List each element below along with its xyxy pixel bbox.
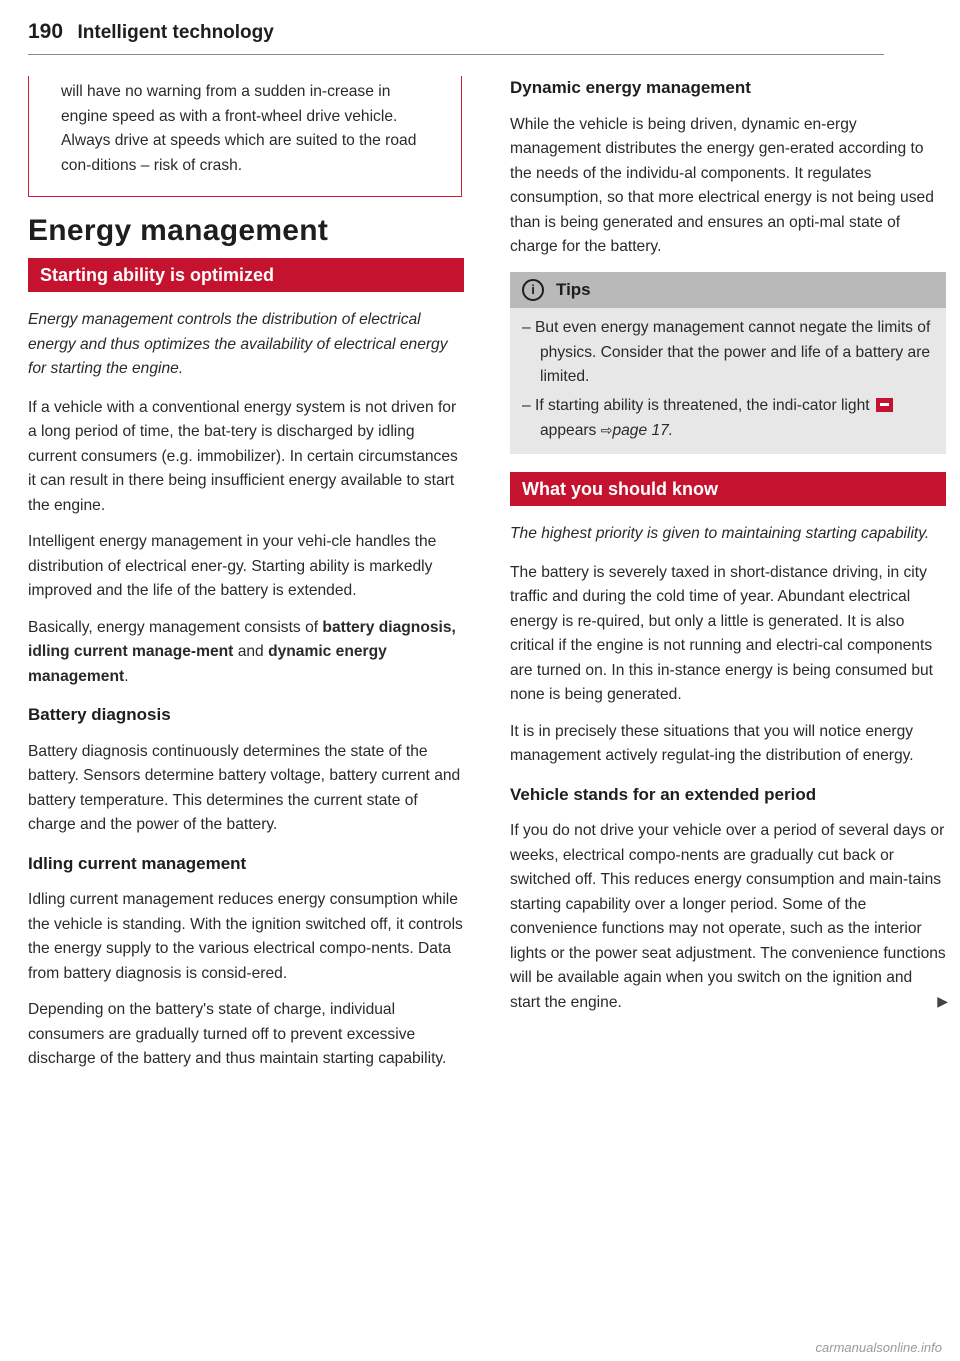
text: and bbox=[237, 643, 264, 660]
paragraph bbox=[510, 819, 946, 1015]
subheading-dynamic-energy: Dynamic energy management bbox=[510, 78, 751, 97]
intro-text: Energy management controls the distribution of electrical energy and thus optimizes the availability of electrical energy for starting the engine. bbox=[28, 311, 448, 377]
tips-box bbox=[510, 272, 946, 454]
text: – If starting ability is threatened, the indi-cator light bbox=[522, 396, 870, 414]
tips-title: Tips bbox=[556, 279, 591, 299]
tip-item bbox=[522, 394, 934, 444]
tip-item: – But even energy management cannot negate the limits of physics. Consider that the power and life of a battery are limited. bbox=[522, 319, 931, 385]
paragraph: Depending on the battery's state of charge, individual consumers are gradually turned off to prevent excessive discharge of the battery and thus maintain starting capability. bbox=[28, 1001, 447, 1067]
paragraph: If a vehicle with a conventional energy system is not driven for a long period of time, the bat-tery is discharged by idling current consumers (e.g. immobilizer). In certain circumstances it can result in there being insufficient energy available to start the engine. bbox=[28, 398, 458, 514]
paragraph bbox=[28, 616, 464, 690]
info-circle-icon: i bbox=[522, 279, 544, 301]
section-band-starting-ability: Starting ability is optimized bbox=[28, 258, 464, 293]
paragraph: Intelligent energy management in your vehi-cle handles the distribution of electrical ener-gy. Starting ability is markedly improved and the life of the battery is extended. bbox=[28, 533, 437, 599]
paragraph: It is in precisely these situations that you will notice energy management actively regulat-ing the distribution of energy. bbox=[510, 722, 914, 764]
paragraph: While the vehicle is being driven, dynamic en-ergy management distributes the energy gen-erated according to the needs of the individu-al components. It regulates consumption, so that more electrical energy is not being used than is being generated and ensures an opti-mal state of charge for the battery. bbox=[510, 115, 934, 255]
arrow-right-icon: ⇨ bbox=[600, 422, 613, 438]
page-reference-link[interactable]: page 17. bbox=[612, 422, 674, 439]
text: Basically, energy management consists of bbox=[28, 618, 319, 636]
watermark: carmanualsonline.info bbox=[815, 1340, 942, 1355]
left-column bbox=[28, 76, 464, 1084]
bold-text: dynamic energy management bbox=[28, 643, 387, 685]
warning-box bbox=[28, 76, 462, 197]
paragraph: The battery is severely taxed in short-distance driving, in city traffic and during the cold time of year. Abundant electrical energy is re-quired, but only a little is generated. It is also critical if the engine is not running and electri-cal components are turned on. In this in-stance energy is being consumed but none is being generated. bbox=[510, 563, 934, 703]
page-header bbox=[28, 20, 884, 44]
battery-warning-icon bbox=[876, 398, 893, 412]
paragraph: Battery diagnosis continuously determines the state of the battery. Sensors determine battery voltage, battery current and battery temperature. This determines the current state of charge and the power of the battery. bbox=[28, 742, 461, 833]
page-number: 190 bbox=[28, 20, 64, 43]
subheading-battery-diagnosis: Battery diagnosis bbox=[28, 705, 171, 724]
paragraph: Idling current management reduces energy consumption while the vehicle is standing. With the ignition switched off, it controls the energy supply to the various electrical compo-nents. Data from battery diagnosis is consid-ered. bbox=[28, 891, 463, 982]
section-title: Intelligent technology bbox=[77, 22, 274, 43]
subheading-idling-current: Idling current management bbox=[28, 853, 247, 873]
text: If you do not drive your vehicle over a period of several days or weeks, electrical compo-nents are gradually cut back or switched off. This reduces energy consumption and main-tains starting capability over a longer period. Some of the convenience functions may not operate, such as the interior lights or the power seat adjustment. The convenience functions will be available again when you switch on the ignition and start the engine. bbox=[510, 822, 946, 1011]
warning-text: will have no warning from a sudden in-crease in engine speed as with a front-wheel drive vehicle. Always drive at speeds which are suited to the road con-ditions – risk of crash. bbox=[61, 83, 417, 174]
right-column bbox=[510, 76, 946, 1027]
text: . bbox=[124, 667, 129, 685]
tips-header bbox=[510, 272, 946, 309]
bold-text: battery diagnosis, idling current manage-ment bbox=[28, 618, 456, 660]
chapter-heading: Energy management bbox=[28, 214, 329, 247]
section-band-what-to-know: What you should know bbox=[510, 472, 946, 507]
header-rule bbox=[28, 54, 884, 55]
text: appears bbox=[540, 422, 597, 439]
intro-text: The highest priority is given to maintaining starting capability. bbox=[510, 525, 930, 542]
subheading-vehicle-stands: Vehicle stands for an extended period bbox=[510, 784, 817, 804]
continue-arrow-icon: ▶ bbox=[937, 992, 948, 1009]
